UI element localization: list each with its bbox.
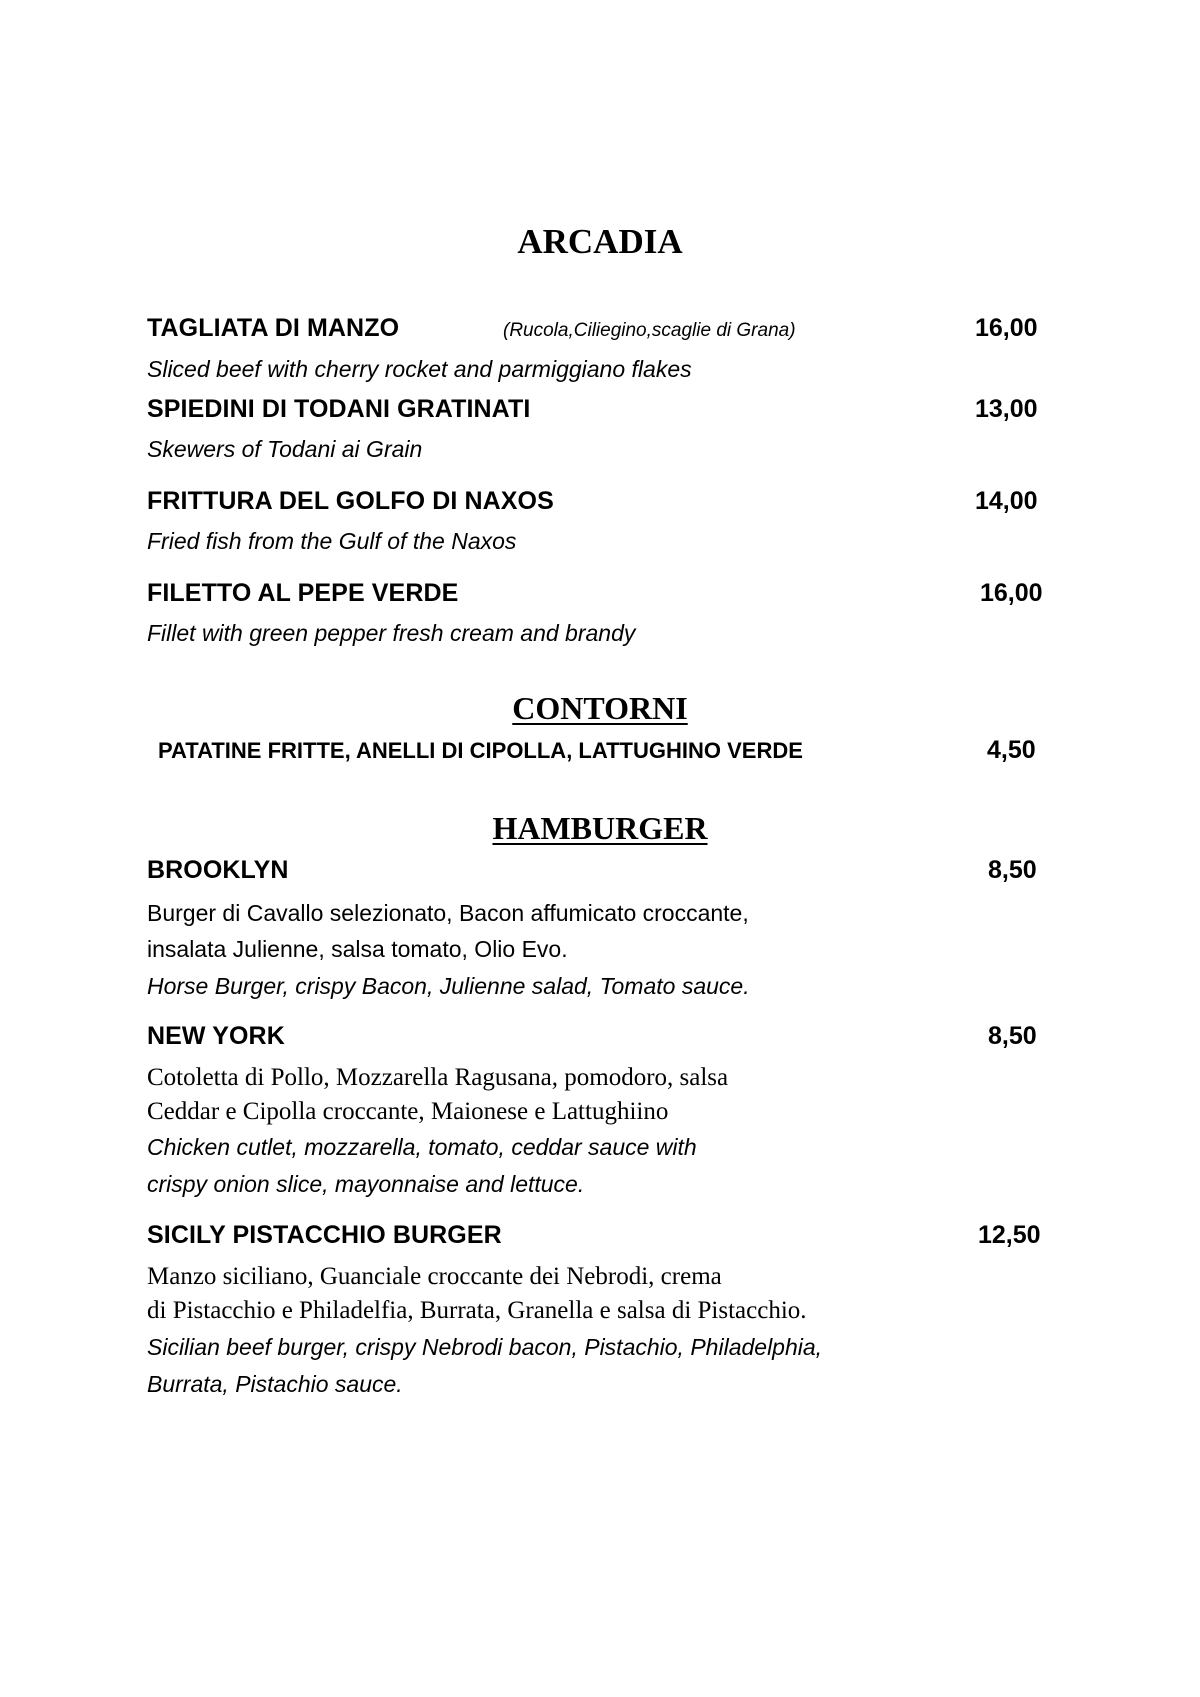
item-desc-filetto: Fillet with green pepper fresh cream and brandy: [147, 620, 636, 646]
burger-price-sicily-pistacchio: 12,50: [978, 1221, 1041, 1249]
item-price-tagliata: 16,00: [975, 314, 1038, 342]
burger-desc-en-line: Sicilian beef burger, crispy Nebrodi bacon, Pistachio, Philadelphia,: [147, 1334, 823, 1360]
item-note-tagliata: (Rucola,Ciliegino,scaglie di Grana): [503, 320, 796, 341]
item-price-frittura: 14,00: [975, 487, 1038, 515]
burger-desc-it-line: Cotoletta di Pollo, Mozzarella Ragusana, pomodoro, salsa: [147, 1064, 729, 1091]
burger-desc-it-line: Burger di Cavallo selezionato, Bacon affumicato croccante,: [147, 900, 749, 926]
item-desc-spiedini: Skewers of Todani ai Grain: [147, 436, 423, 462]
item-desc-frittura: Fried fish from the Gulf of the Naxos: [147, 528, 517, 554]
section-title-hamburger: HAMBURGER: [492, 810, 708, 846]
contorni-items: PATATINE FRITTE, ANELLI DI CIPOLLA, LATTUGHINO VERDE: [158, 738, 803, 763]
burger-desc-en-line: Burrata, Pistachio sauce.: [147, 1371, 403, 1397]
burger-price-new-york: 8,50: [988, 1022, 1037, 1050]
burger-name-sicily-pistacchio: SICILY PISTACCHIO BURGER: [147, 1221, 502, 1249]
section-title-contorni: CONTORNI: [512, 690, 688, 726]
burger-desc-en-line: Chicken cutlet, mozzarella, tomato, ceddar sauce with: [147, 1134, 697, 1160]
burger-name-new-york: NEW YORK: [147, 1022, 285, 1050]
burger-desc-en-line: Horse Burger, crispy Bacon, Julienne salad, Tomato sauce.: [147, 973, 750, 999]
item-price-filetto: 16,00: [980, 579, 1043, 607]
menu-title: ARCADIA: [517, 222, 683, 261]
item-name-tagliata: TAGLIATA DI MANZO: [147, 314, 400, 342]
burger-name-brooklyn: BROOKLYN: [147, 856, 289, 884]
burger-price-brooklyn: 8,50: [988, 856, 1037, 884]
item-price-spiedini: 13,00: [975, 395, 1038, 423]
item-desc-tagliata: Sliced beef with cherry rocket and parmiggiano flakes: [147, 356, 692, 382]
item-name-frittura: FRITTURA DEL GOLFO DI NAXOS: [147, 487, 554, 515]
item-name-filetto: FILETTO AL PEPE VERDE: [147, 579, 459, 607]
burger-desc-it-line: insalata Julienne, salsa tomato, Olio Evo.: [147, 936, 568, 962]
burger-desc-it-line: Manzo siciliano, Guanciale croccante dei Nebrodi, crema: [147, 1263, 722, 1290]
item-name-spiedini: SPIEDINI DI TODANI GRATINATI: [147, 395, 531, 423]
burger-desc-en-line: crispy onion slice, mayonnaise and lettuce.: [147, 1171, 585, 1197]
burger-desc-it-line: di Pistacchio e Philadelfia, Burrata, Granella e salsa di Pistacchio.: [147, 1297, 807, 1324]
burger-desc-it-line: Ceddar e Cipolla croccante, Maionese e Lattughiino: [147, 1098, 669, 1125]
contorni-price: 4,50: [987, 736, 1036, 764]
